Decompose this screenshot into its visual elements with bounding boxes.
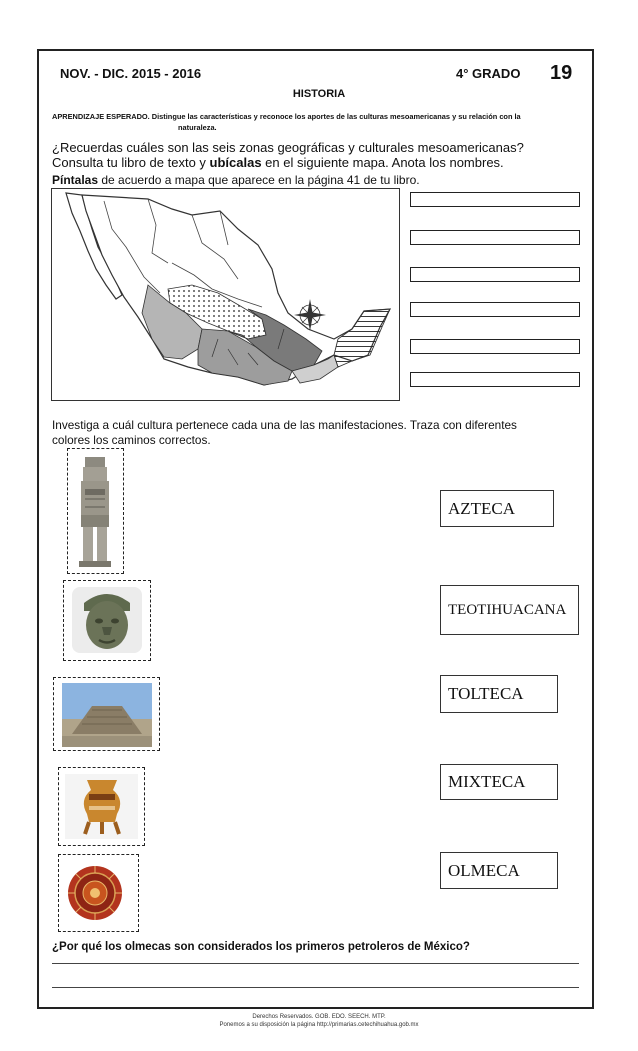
grade-label: 4° GRADO <box>456 66 521 81</box>
culture-box-mixteca[interactable]: MIXTECA <box>440 764 558 800</box>
culture-box-teotihuacana[interactable]: TEOTIHUACANA <box>440 585 579 635</box>
atlante-statue-icon <box>68 449 123 573</box>
zone-answer-field-3[interactable] <box>410 267 580 282</box>
answer-line-1[interactable] <box>52 963 579 964</box>
zone-answer-field-6[interactable] <box>410 372 580 387</box>
olmec-head-icon <box>64 581 150 660</box>
culture-box-tolteca[interactable]: TOLTECA <box>440 675 558 713</box>
pyramid-icon <box>54 678 159 750</box>
image-sun-stone <box>58 854 139 932</box>
zone-answer-field-1[interactable] <box>410 192 580 207</box>
activity2-text <box>52 418 572 448</box>
mexico-map-icon <box>52 189 399 400</box>
image-atlante <box>67 448 124 574</box>
period-label: NOV. - DIC. 2015 - 2016 <box>60 66 202 81</box>
aprendizaje-line1: APRENDIZAJE ESPERADO. Distingue las características y reconoce los aportes de las culturas mesoamericanas y su relación con la <box>52 112 521 121</box>
activity1-line1: ¿Recuerdas cuáles son las seis zonas geográficas y culturales mesoamericanas? <box>52 140 524 155</box>
activity1-line2: Consulta tu libro de texto y ubícalas en el siguiente mapa. Anota los nombres. <box>52 155 504 170</box>
activity2-line1: Investiga a cuál cultura pertenece cada una de las manifestaciones. Traza con diferentes <box>52 418 517 432</box>
image-vessel <box>58 767 145 846</box>
culture-box-olmeca[interactable]: OLMECA <box>440 852 558 889</box>
aprendizaje-esperado <box>52 111 592 133</box>
subject-title: HISTORIA <box>292 88 346 100</box>
activity1-text <box>52 140 572 170</box>
image-pyramid <box>53 677 160 751</box>
mexico-map <box>51 188 400 401</box>
zone-answer-field-4[interactable] <box>410 302 580 317</box>
activity2-line2: colores los caminos correctos. <box>52 433 211 447</box>
zone-answer-field-2[interactable] <box>410 230 580 245</box>
footer-rights: Derechos Reservados. GOB. EDO. SEECH. MTP. <box>252 1014 386 1020</box>
footer-link[interactable]: Ponemos a su disposición la página http://primarias.cetechihuahua.gob.mx <box>219 1022 419 1028</box>
activity1-instruction: Píntalas de acuerdo a mapa que aparece en la página 41 de tu libro. <box>52 173 420 187</box>
aprendizaje-line2: naturaleza. <box>178 123 217 132</box>
page-number: 19 <box>550 62 573 84</box>
sun-stone-icon <box>59 855 138 931</box>
image-olmec-head <box>63 580 151 661</box>
culture-box-azteca[interactable]: AZTECA <box>440 490 554 527</box>
answer-line-2[interactable] <box>52 987 579 988</box>
olmec-question: ¿Por qué los olmecas son considerados los primeros petroleros de México? <box>52 941 470 953</box>
mixtec-vessel-icon <box>59 768 144 845</box>
zone-answer-field-5[interactable] <box>410 339 580 354</box>
